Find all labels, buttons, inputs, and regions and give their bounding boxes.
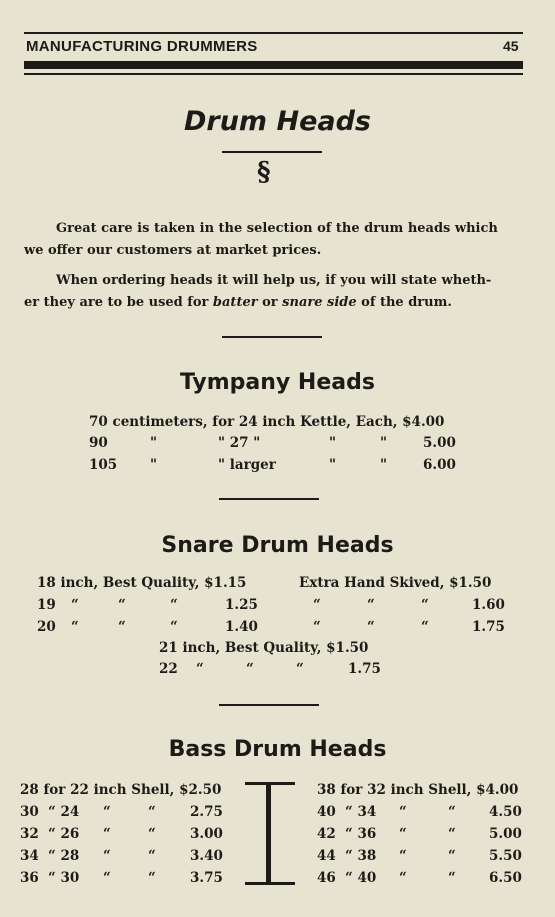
ditto-mark: “ — [421, 597, 429, 613]
ditto-mark: “ — [399, 804, 407, 820]
ditto-mark: “ — [103, 870, 111, 886]
running-header-title: MANUFACTURING DRUMMERS — [26, 38, 258, 55]
ditto-mark: " 27 " — [218, 435, 261, 451]
ditto-mark: " — [329, 435, 337, 451]
intro-line-1: Great care is taken in the selection of the drum heads which — [56, 221, 498, 236]
section-divider-3 — [219, 704, 319, 706]
intro-line-2: we offer our customers at market prices. — [24, 243, 322, 258]
tympany-price: 6.00 — [423, 457, 456, 473]
snare-price: 1.75 — [472, 619, 505, 635]
ditto-mark: “ — [421, 619, 429, 635]
intro-line-4 — [24, 295, 452, 310]
page-title: Drum Heads — [183, 106, 371, 137]
snare-price: 1.40 — [225, 619, 258, 635]
bass-size: 44 — [317, 848, 336, 864]
snare-size: 20 — [37, 619, 56, 635]
bass-shell: “ 26 — [48, 826, 80, 842]
snare-title: Snare Drum Heads — [161, 533, 394, 558]
ditto-mark: “ — [71, 597, 79, 613]
bass-size: 30 — [20, 804, 39, 820]
tympany-price: 5.00 — [423, 435, 456, 451]
ditto-mark: “ — [399, 848, 407, 864]
ditto-mark: “ — [313, 597, 321, 613]
snare-size: 22 — [159, 661, 178, 677]
section-divider-1 — [222, 336, 322, 338]
bass-size: 32 — [20, 826, 39, 842]
intro-snare-side: snare side — [282, 295, 357, 310]
bass-left-row-1: 28 for 22 inch Shell, $2.50 — [20, 782, 222, 798]
bass-title: Bass Drum Heads — [168, 737, 387, 762]
bass-shell: “ 36 — [345, 826, 377, 842]
bass-size: 46 — [317, 870, 336, 886]
ditto-mark: “ — [148, 848, 156, 864]
snare-price: 1.60 — [472, 597, 505, 613]
intro-or: or — [262, 295, 278, 310]
ditto-mark: " — [150, 457, 158, 473]
ditto-mark: “ — [448, 870, 456, 886]
bass-shell: “ 30 — [48, 870, 80, 886]
bass-size: 36 — [20, 870, 39, 886]
intro-line-4-end: of the drum. — [361, 295, 452, 310]
bass-shell: “ 24 — [48, 804, 80, 820]
snare-center-row-1: 21 inch, Best Quality, $1.50 — [159, 640, 369, 656]
bass-shell: “ 28 — [48, 848, 80, 864]
ditto-mark: “ — [367, 619, 375, 635]
bass-price: 5.00 — [489, 826, 522, 842]
tympany-size: 90 — [89, 435, 108, 451]
intro-line-4-start: er they are to be used for — [24, 295, 209, 310]
bass-size: 42 — [317, 826, 336, 842]
ditto-mark: “ — [448, 848, 456, 864]
snare-price: 1.25 — [225, 597, 258, 613]
snare-left-row-1: 18 inch, Best Quality, $1.15 — [37, 575, 247, 591]
ditto-mark: “ — [71, 619, 79, 635]
i-beam-bottom — [245, 882, 295, 885]
bass-size: 34 — [20, 848, 39, 864]
ditto-mark: “ — [367, 597, 375, 613]
bass-shell: “ 40 — [345, 870, 377, 886]
intro-line-3: When ordering heads it will help us, if you will state wheth- — [56, 273, 492, 288]
ditto-mark: “ — [148, 870, 156, 886]
ditto-mark: “ — [103, 826, 111, 842]
ditto-mark: “ — [399, 870, 407, 886]
i-beam-stem — [266, 782, 271, 885]
tympany-size: 105 — [89, 457, 118, 473]
ditto-mark: “ — [170, 597, 178, 613]
bass-price: 6.50 — [489, 870, 522, 886]
ditto-mark: “ — [448, 804, 456, 820]
bass-size: 40 — [317, 804, 336, 820]
bass-price: 3.75 — [190, 870, 223, 886]
header-top-rule — [24, 32, 523, 34]
ditto-mark: “ — [148, 826, 156, 842]
ditto-mark: " — [380, 457, 388, 473]
snare-price: 1.75 — [348, 661, 381, 677]
ditto-mark: “ — [399, 826, 407, 842]
bass-price: 3.00 — [190, 826, 223, 842]
ditto-mark: “ — [118, 619, 126, 635]
ditto-mark: “ — [103, 804, 111, 820]
bass-shell: “ 38 — [345, 848, 377, 864]
ditto-mark: “ — [196, 661, 204, 677]
ditto-mark: “ — [118, 597, 126, 613]
bass-price: 5.50 — [489, 848, 522, 864]
page-number: 45 — [503, 38, 519, 54]
ditto-mark: “ — [448, 826, 456, 842]
bass-price: 3.40 — [190, 848, 223, 864]
section-divider-2 — [219, 498, 319, 500]
tympany-row-1: 70 centimeters, for 24 inch Kettle, Each, $4.00 — [89, 414, 445, 430]
snare-size: 19 — [37, 597, 56, 613]
ditto-mark: “ — [296, 661, 304, 677]
snare-right-row-1: Extra Hand Skived, $1.50 — [299, 575, 492, 591]
ditto-mark: “ — [148, 804, 156, 820]
header-thick-rule — [24, 61, 523, 69]
bass-price: 4.50 — [489, 804, 522, 820]
ditto-mark: " — [150, 435, 158, 451]
ditto-mark: “ — [103, 848, 111, 864]
bass-shell: “ 34 — [345, 804, 377, 820]
ditto-mark: “ — [313, 619, 321, 635]
ditto-mark: " larger — [218, 457, 276, 473]
ditto-mark: " — [329, 457, 337, 473]
tympany-title: Tympany Heads — [180, 370, 375, 395]
bass-price: 2.75 — [190, 804, 223, 820]
bass-right-row-1: 38 for 32 inch Shell, $4.00 — [317, 782, 519, 798]
ditto-mark: “ — [170, 619, 178, 635]
ditto-mark: " — [380, 435, 388, 451]
title-underline — [222, 151, 322, 153]
ditto-mark: “ — [246, 661, 254, 677]
intro-batter: batter — [212, 295, 258, 310]
header-bottom-rule — [24, 73, 523, 75]
ornament-icon: § — [257, 157, 271, 187]
